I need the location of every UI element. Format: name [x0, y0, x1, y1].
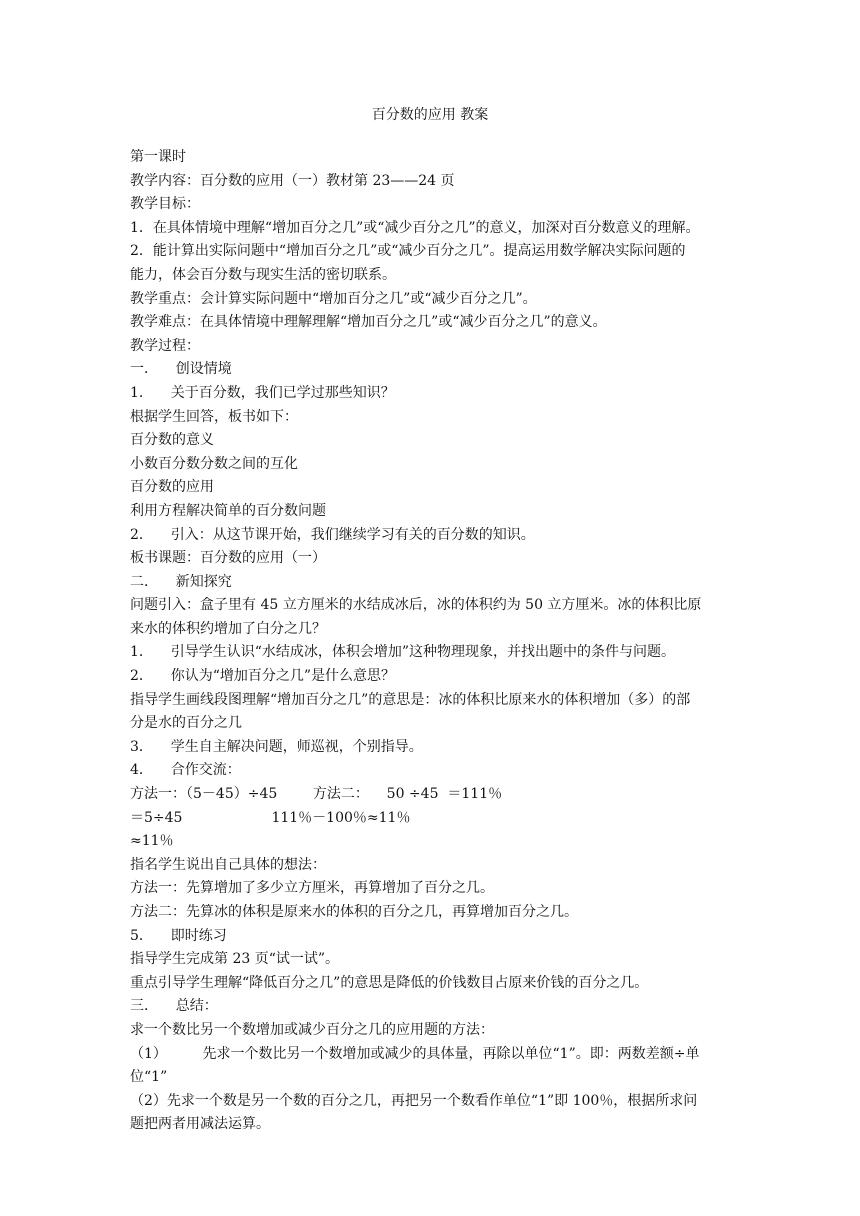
- text-line: 2．能计算出实际问题中“增加百分之几”或“减少百分之几”。提高运用数学解决实际问题的: [130, 243, 686, 260]
- text-line: （2）先求一个数是另一个数的百分之几，再把另一个数看作单位“1”即 100％，根据所求问: [130, 1092, 698, 1109]
- text-line: 百分数的应用: [130, 479, 214, 496]
- text-line: 指导学生完成第 23 页“试一试”。: [130, 951, 340, 968]
- text-line: 教学重点：会计算实际问题中“增加百分之几”或“减少百分之几”。: [130, 290, 537, 307]
- document-body: [130, 146, 732, 1137]
- text-line: 4． 合作交流：: [130, 762, 241, 779]
- text-line: 根据学生回答，板书如下：: [130, 408, 298, 425]
- text-line: 重点引导学生理解“降低百分之几”的意思是降低的价钱数目占原来价钱的百分之几。: [130, 974, 649, 991]
- text-line: 3． 学生自主解决问题，师巡视，个别指导。: [130, 738, 423, 755]
- text-line: 方法一：先算增加了多少立方厘米，再算增加了百分之几。: [130, 880, 494, 897]
- text-line: 一． 创设情境: [130, 361, 232, 378]
- text-line: ＝5÷45 111％－100％≈11％: [130, 809, 411, 826]
- text-line: 小数百分数分数之间的互化: [130, 455, 298, 472]
- text-line: 1．在具体情境中理解“增加百分之几”或“减少百分之几”的意义，加深对百分数意义的理解。: [130, 219, 700, 236]
- text-line: 第一课时: [130, 149, 186, 165]
- text-line: 分是水的百分之几: [130, 715, 242, 732]
- text-line: 位“1”: [130, 1069, 168, 1086]
- text-line: 方法一：（5－45）÷45 方法二： 50 ÷45 ＝111％: [130, 786, 503, 803]
- text-line: 百分数的意义: [130, 432, 214, 449]
- text-line: 板书课题：百分数的应用（一）: [130, 550, 326, 567]
- text-line: 2． 你认为“增加百分之几”是什么意思？: [130, 668, 396, 685]
- text-line: 指导学生画线段图理解“增加百分之几”的意思是：冰的体积比原来水的体积增加（多）的部: [130, 691, 691, 708]
- text-line: 教学内容：百分数的应用（一）教材第 23——24 页: [130, 172, 455, 189]
- text-line: ≈11％: [130, 833, 174, 850]
- text-line: （1） 先求一个数比另一个数增加或减少的具体量，再除以单位“1”。即：两数差额÷单: [130, 1045, 700, 1062]
- text-line: 问题引入：盒子里有 45 立方厘米的水结成冰后，冰的体积约为 50 立方厘米。冰的体积比原: [130, 597, 702, 614]
- text-line: 5． 即时练习: [130, 927, 227, 944]
- text-line: 来水的体积约增加了白分之几？: [130, 620, 326, 637]
- text-line: 1． 关于百分数，我们已学过那些知识？: [130, 384, 395, 401]
- text-line: 题把两者用减法运算。: [130, 1116, 270, 1133]
- text-line: 指名学生说出自己具体的想法：: [130, 856, 326, 873]
- text-line: 利用方程解决简单的百分数问题: [130, 502, 326, 519]
- text-line: 能力，体会百分数与现实生活的密切联系。: [130, 266, 396, 283]
- text-line: 求一个数比另一个数增加或减少百分之几的应用题的方法：: [130, 1021, 494, 1038]
- text-line: 教学目标：: [130, 196, 200, 213]
- document-title: 百分数的应用 教案: [371, 107, 489, 123]
- text-line: 教学过程：: [130, 337, 200, 354]
- text-line: 1． 引导学生认识“水结成冰，体积会增加”这种物理现象，并找出题中的条件与问题。: [130, 644, 676, 661]
- text-line: 2． 引入：从这节课开始，我们继续学习有关的百分数的知识。: [130, 526, 535, 543]
- text-line: 二． 新知探究: [130, 573, 232, 590]
- text-line: 教学难点：在具体情境中理解理解“增加百分之几”或“减少百分之几”的意义。: [130, 314, 607, 331]
- text-line: 三． 总结：: [130, 998, 218, 1015]
- text-line: 方法二：先算冰的体积是原来水的体积的百分之几，再算增加百分之几。: [130, 904, 578, 920]
